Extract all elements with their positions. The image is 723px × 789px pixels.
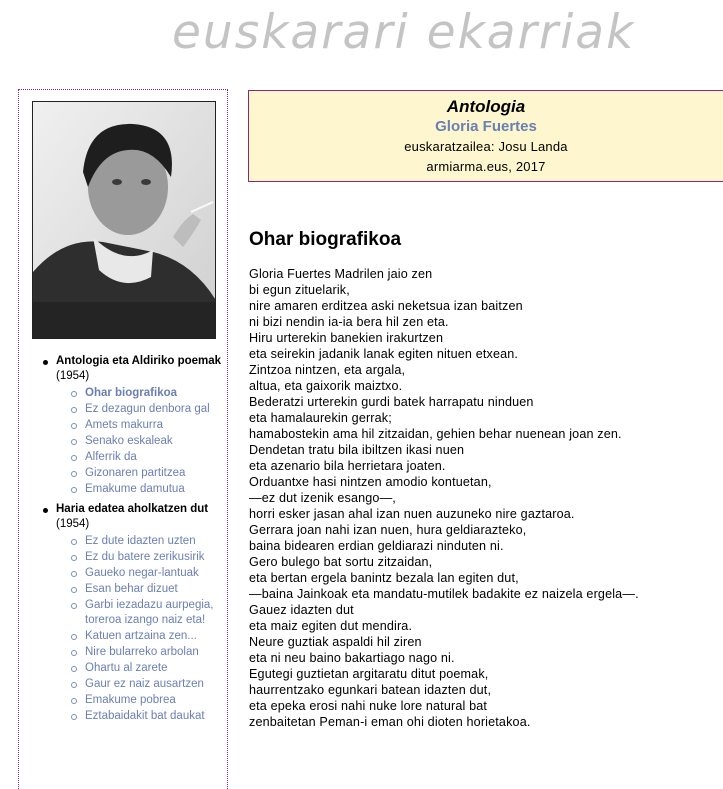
poem-link[interactable]: Ohartu al zarete bbox=[85, 662, 168, 674]
book-info-box bbox=[248, 90, 723, 182]
author-name[interactable]: Gloria Fuertes bbox=[435, 118, 537, 135]
poem-link[interactable]: Katuen artzaina zen... bbox=[85, 630, 197, 642]
poem-line: haurrentzako egunkari batean idazten dut, bbox=[249, 683, 492, 697]
poem-line: eta epeka erosi nahi nuke lore natural bat bbox=[249, 699, 488, 713]
book-title: Haria edatea aholkatzen dut bbox=[56, 503, 209, 515]
poem-line: Hiru urterekin banekien irakurtzen bbox=[249, 331, 444, 345]
poem-link[interactable]: Amets makurra bbox=[85, 419, 163, 431]
poem-link[interactable]: Gaur ez naiz ausartzen bbox=[85, 678, 204, 690]
poem-link-active[interactable]: Ohar biografikoa bbox=[85, 387, 178, 399]
poem-text bbox=[249, 266, 719, 730]
poem-link[interactable]: Ez dezagun denbora gal bbox=[85, 403, 210, 415]
book-year: (1954) bbox=[56, 370, 90, 382]
main-content bbox=[249, 228, 719, 730]
book-entry bbox=[19, 354, 227, 497]
sidebar bbox=[18, 89, 228, 789]
poem-link[interactable]: Gaueko negar-lantuak bbox=[85, 567, 199, 579]
poem-link[interactable]: Eztabaidakit bat daukat bbox=[85, 710, 205, 722]
poem-line: eta seirekin jadanik lanak egiten nituen etxean. bbox=[249, 347, 519, 361]
poem-line: eta azenario bila herrietara joaten. bbox=[249, 459, 446, 473]
poem-link[interactable]: Gizonaren partitzea bbox=[85, 467, 186, 479]
poem-line: Gero bulego bat sortu zitzaidan, bbox=[249, 555, 433, 569]
poem-line: zenbaitetan Peman-i eman ohi dioten horietakoa. bbox=[249, 715, 531, 729]
poem-link[interactable]: Esan behar dizuet bbox=[85, 583, 178, 595]
page-heading: Ohar biografikoa bbox=[249, 229, 402, 250]
book-year: (1954) bbox=[56, 518, 90, 530]
poem-link[interactable]: Emakume damutua bbox=[85, 483, 185, 495]
poem-line: Egutegi guztietan argitaratu ditut poemak, bbox=[249, 667, 489, 681]
publisher-info: armiarma.eus, 2017 bbox=[426, 159, 546, 174]
poem-line: —ez dut izenik esango—, bbox=[249, 491, 396, 505]
book-entry bbox=[19, 502, 227, 724]
poem-link[interactable]: Nire bularreko arbolan bbox=[85, 646, 199, 658]
poem-line: Neure guztiak aspaldi hil ziren bbox=[249, 635, 422, 649]
poem-link[interactable]: Ez du batere zerikusirik bbox=[85, 551, 205, 563]
poem-line: eta ni neu baino bakartiago nago ni. bbox=[249, 651, 455, 665]
poem-link[interactable]: Ez dute idazten uzten bbox=[85, 535, 196, 547]
poem-line: eta maiz egiten dut mendira. bbox=[249, 619, 413, 633]
poem-line: nire amaren erditzea aski neketsua izan baitzen bbox=[249, 299, 523, 313]
poem-line: hamabostekin ama hil zitzaidan, gehien behar nuenean joan zen. bbox=[249, 427, 622, 441]
poem-link[interactable]: Emakume pobrea bbox=[85, 694, 176, 706]
poem-line: —baina Jainkoak eta mandatu-mutilek badakite ez naizela ergela—. bbox=[249, 587, 639, 601]
poem-line: Gauez idazten dut bbox=[249, 603, 354, 617]
poem-link[interactable]: Senako eskaleak bbox=[85, 435, 173, 447]
poem-line: altua, eta gaixorik maiztxo. bbox=[249, 379, 403, 393]
poem-line: Bederatzi urterekin gurdi batek harrapatu ninduen bbox=[249, 395, 534, 409]
site-title: euskarari ekarriak bbox=[172, 5, 636, 60]
book-navigation bbox=[19, 354, 227, 729]
poem-line: Dendetan tratu bila ibiltzen ikasi nuen bbox=[249, 443, 465, 457]
poem-line: Gloria Fuertes Madrilen jaio zen bbox=[249, 267, 433, 281]
translator-credit: euskaratzailea: Josu Landa bbox=[404, 139, 568, 154]
poem-line: eta bertan ergela banintz bezala lan egiten dut, bbox=[249, 571, 519, 585]
poem-line: Orduantxe hasi nintzen amodio kontuetan, bbox=[249, 475, 492, 489]
author-portrait bbox=[32, 101, 216, 339]
book-title: Antologia eta Aldiriko poemak bbox=[56, 355, 222, 367]
poem-line: horri esker jasan ahal izan nuen auzuneko nire gaztaroa. bbox=[249, 507, 575, 521]
book-title-heading: Antologia bbox=[446, 97, 526, 116]
poem-line: bi egun zituelarik, bbox=[249, 283, 350, 297]
poem-link[interactable]: Garbi iezadazu aurpegia, toreroa izango naiz eta! bbox=[85, 599, 214, 626]
poem-line: ni bizi nendin ia-ia bera hil zen eta. bbox=[249, 315, 449, 329]
poem-line: Gerrara joan nahi izan nuen, hura geldiarazteko, bbox=[249, 523, 527, 537]
poem-link[interactable]: Alferrik da bbox=[85, 451, 137, 463]
poem-line: eta hamalaurekin gerrak; bbox=[249, 411, 392, 425]
poem-line: baina bidearen erdian geldiarazi ninduten ni. bbox=[249, 539, 504, 553]
poem-line: Zintzoa nintzen, eta argala, bbox=[249, 363, 406, 377]
